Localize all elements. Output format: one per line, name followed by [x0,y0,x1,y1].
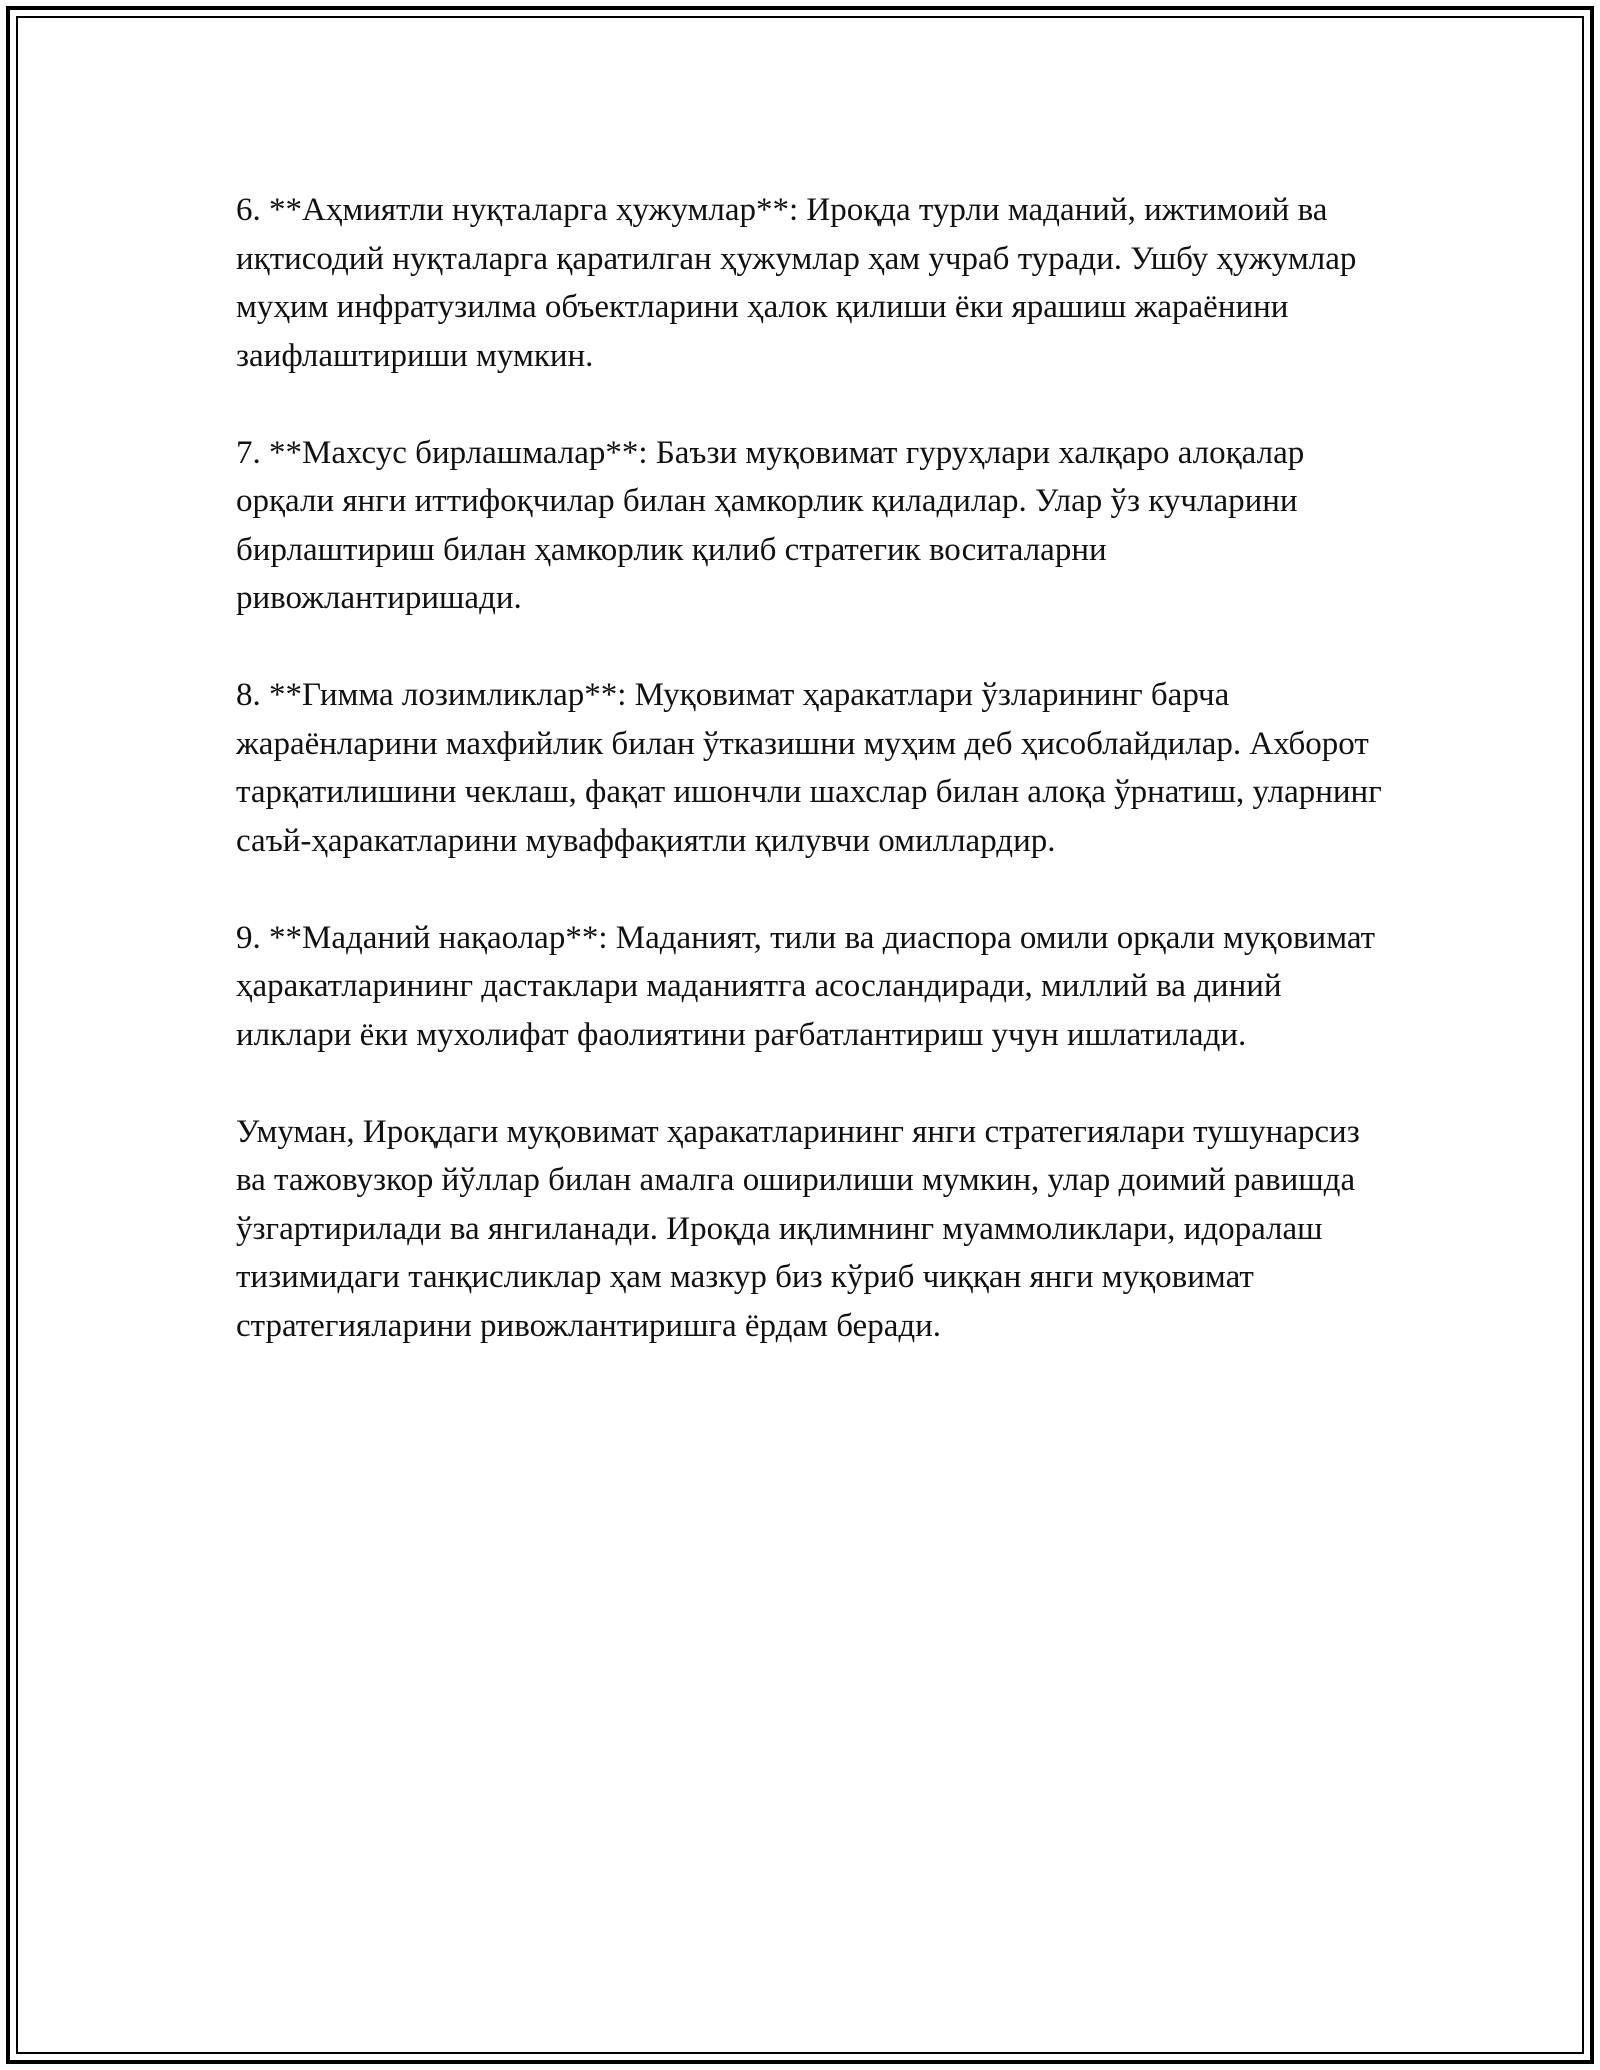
paragraph-item-9: 9. **Маданий нақаолар**: Маданият, тили ва диаспора омили орқали муқовимат ҳаракатларининг дастаклари маданиятга асосландиради, миллий ва диний илклари ёки мухолифат фаолиятини рағбатлантириш учун ишлатилади. [236,919,1376,1053]
document-body [236,186,1386,1350]
paragraph-item-6: 6. **Аҳмиятли нуқталарга ҳужумлар**: Ироқда турли маданий, ижтимоий ва иқтисодий нуқталарга қаратилган ҳужумлар ҳам учраб туради. Ушбу ҳужумлар муҳим инфратузилма объектларини ҳалок қилиши ёки ярашиш жараёнини заифлаштириши мумкин. [236,192,1357,374]
paragraph-conclusion: Умуман, Ироқдаги муқовимат ҳаракатларининг янги стратегиялари тушунарсиз ва тажовузкор йўллар билан амалга оширилиши мумкин, улар доимий равишда ўзгартирилади ва янгиланади. Ироқда иқлимнинг муаммоликлари, идоралаш тизимидаги танқисликлар ҳам мазкур биз кўриб чиққан янги муқовимат стратегияларини ривожлантиришга ёрдам беради. [236,1113,1360,1344]
paragraph-item-8: 8. **Гимма лозимликлар**: Муқовимат ҳаракатлари ўзларининг барча жараёнларини махфийлик билан ўтказишни муҳим деб ҳисоблайдилар. Ахборот тарқатилишини чеклаш, фақат ишончли шахслар билан алоқа ўрнатиш, уларнинг саъй-ҳаракатларини муваффақиятли қилувчи омиллардир. [236,677,1382,859]
paragraph-item-7: 7. **Махсус бирлашмалар**: Баъзи муқовимат гуруҳлари халқаро алоқалар орқали янги иттифоқчилар билан ҳамкорлик қиладилар. Улар ўз кучларини бирлаштириш билан ҳамкорлик қилиб стратегик воситаларни ривожлантиришади. [236,434,1305,616]
